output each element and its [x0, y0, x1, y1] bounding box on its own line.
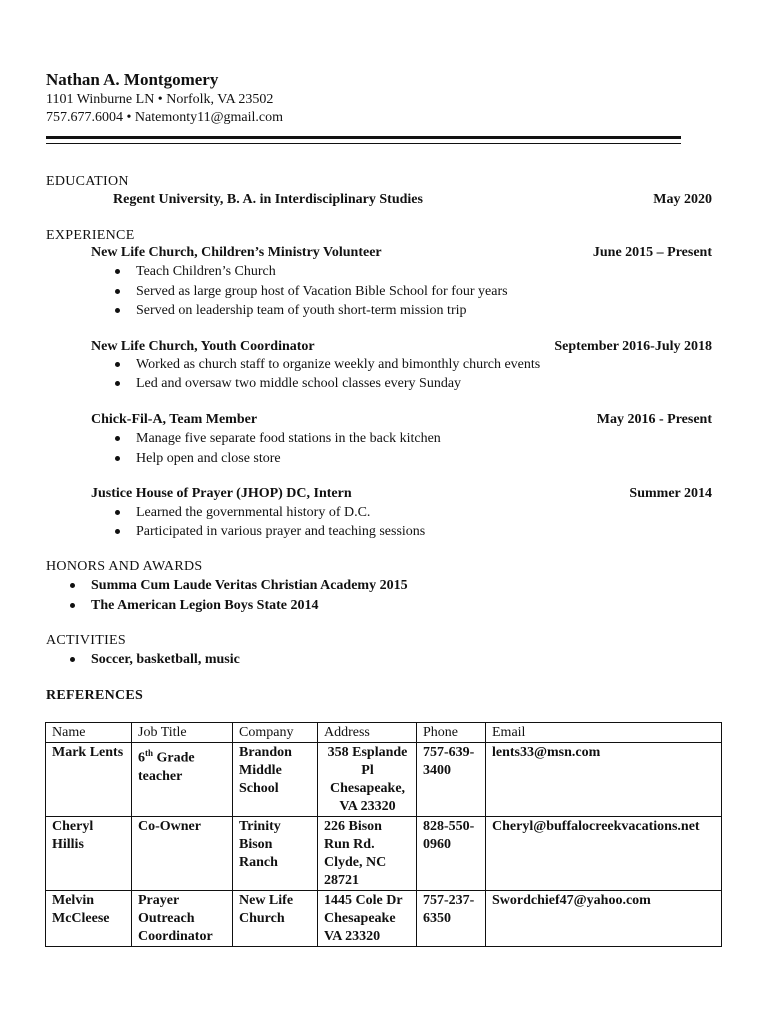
table-header-row	[46, 723, 722, 743]
bullet-icon	[115, 362, 120, 367]
job-title: Justice House of Prayer (JHOP) DC, Intern	[91, 486, 352, 501]
column-header: Phone	[417, 723, 486, 743]
job-date: June 2015 – Present	[592, 245, 712, 260]
honors-heading: HONORS AND AWARDS	[46, 559, 203, 574]
list-item: Participated in various prayer and teaching sessions	[136, 524, 425, 540]
reference-address: 358 Esplande Pl Chesapeake, VA 23320	[318, 743, 417, 817]
table-row	[46, 817, 722, 891]
reference-job-title: Co-Owner	[132, 817, 233, 891]
experience-heading: EXPERIENCE	[46, 228, 135, 243]
list-item: Soccer, basketball, music	[91, 652, 240, 668]
bullet-icon	[115, 529, 120, 534]
bullet-icon	[115, 269, 120, 274]
resume-name: Nathan A. Montgomery	[46, 70, 219, 89]
education-school: Regent University, B. A. in Interdisciplinary Studies	[113, 192, 423, 207]
list-item: Worked as church staff to organize weekly and bimonthly church events	[136, 357, 540, 373]
reference-address: 1445 Cole Dr Chesapeake VA 23320	[318, 891, 417, 947]
reference-address: 226 Bison Run Rd. Clyde, NC 28721	[318, 817, 417, 891]
contact-phone-email: 757.677.6004 • Natemonty11@gmail.com	[46, 110, 283, 125]
table-row	[46, 891, 722, 947]
table-row	[46, 743, 722, 817]
reference-email: Cheryl@buffalocreekvacations.net	[486, 817, 722, 891]
bullet-icon	[70, 657, 75, 662]
job-title-row	[46, 412, 712, 428]
list-item: Served on leadership team of youth short-term mission trip	[136, 303, 467, 319]
header-rule-thin	[46, 143, 681, 144]
column-header: Email	[486, 723, 722, 743]
references-heading: REFERENCES	[46, 688, 144, 703]
job-title: New Life Church, Children’s Ministry Volunteer	[91, 245, 382, 260]
job-date: September 2016-July 2018	[554, 339, 712, 354]
education-entry	[46, 192, 712, 208]
reference-email: Swordchief47@yahoo.com	[486, 891, 722, 947]
reference-company: Brandon Middle School	[233, 743, 318, 817]
job-title-row	[46, 486, 712, 502]
bullet-icon	[115, 510, 120, 515]
job-title: Chick-Fil-A, Team Member	[91, 412, 258, 427]
list-item: Help open and close store	[136, 451, 281, 467]
bullet-icon	[115, 308, 120, 313]
list-item: Summa Cum Laude Veritas Christian Academy 2015	[91, 578, 408, 594]
bullet-icon	[115, 456, 120, 461]
bullet-icon	[115, 381, 120, 386]
reference-job-title: Prayer Outreach Coordinator	[132, 891, 233, 947]
reference-name: Mark Lents	[46, 743, 132, 817]
reference-job-title: 6th Grade teacher	[132, 743, 233, 817]
contact-address: 1101 Winburne LN • Norfolk, VA 23502	[46, 92, 274, 107]
references-table	[45, 722, 722, 947]
job-date: May 2016 - Present	[596, 412, 712, 427]
activities-heading: ACTIVITIES	[46, 633, 126, 648]
column-header: Address	[318, 723, 417, 743]
education-date: May 2020	[653, 192, 712, 207]
job-title: New Life Church, Youth Coordinator	[91, 339, 315, 354]
bullet-icon	[70, 603, 75, 608]
bullet-icon	[115, 436, 120, 441]
reference-phone: 757-639-3400	[417, 743, 486, 817]
reference-company: New Life Church	[233, 891, 318, 947]
list-item: Led and oversaw two middle school classes every Sunday	[136, 376, 461, 392]
education-heading: EDUCATION	[46, 174, 129, 189]
reference-name: Melvin McCleese	[46, 891, 132, 947]
reference-phone: 757-237-6350	[417, 891, 486, 947]
list-item: Teach Children’s Church	[136, 264, 276, 280]
list-item: Served as large group host of Vacation Bible School for four years	[136, 284, 508, 300]
job-title-row	[46, 245, 712, 261]
column-header: Company	[233, 723, 318, 743]
bullet-icon	[70, 583, 75, 588]
reference-phone: 828-550-0960	[417, 817, 486, 891]
list-item: Manage five separate food stations in the back kitchen	[136, 431, 441, 447]
job-title-row	[46, 339, 712, 355]
reference-email: lents33@msn.com	[486, 743, 722, 817]
job-date: Summer 2014	[629, 486, 712, 501]
header-rule-thick	[46, 136, 681, 139]
column-header: Name	[46, 723, 132, 743]
reference-company: Trinity Bison Ranch	[233, 817, 318, 891]
reference-name: Cheryl Hillis	[46, 817, 132, 891]
column-header: Job Title	[132, 723, 233, 743]
list-item: Learned the governmental history of D.C.	[136, 505, 370, 521]
list-item: The American Legion Boys State 2014	[91, 598, 319, 614]
bullet-icon	[115, 289, 120, 294]
